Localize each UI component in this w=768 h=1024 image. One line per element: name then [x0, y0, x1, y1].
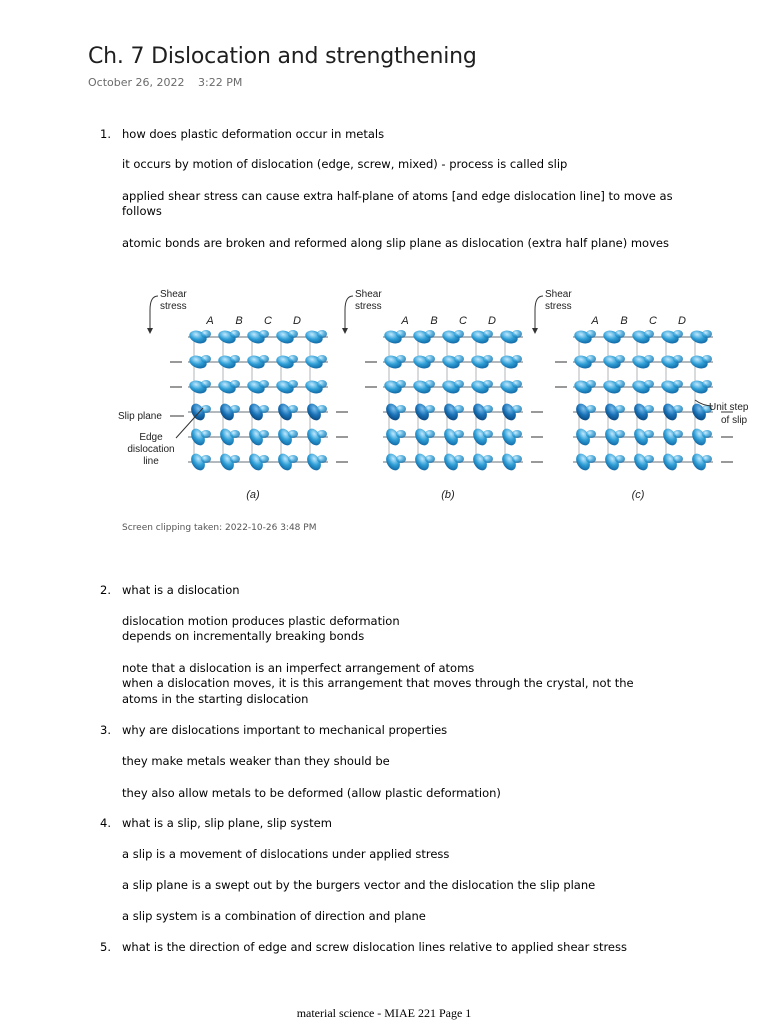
- atom-tail: [702, 380, 712, 388]
- lattice-panel: [147, 289, 348, 501]
- item-number: 1.: [100, 127, 111, 141]
- column-label: C: [459, 315, 467, 327]
- atom-tail: [454, 355, 464, 363]
- atom-tail: [396, 355, 406, 363]
- atom-tail: [230, 455, 240, 463]
- panel-caption: (c): [631, 489, 645, 501]
- column-label: B: [235, 315, 243, 327]
- atom-tail: [644, 405, 654, 413]
- atom-tail: [673, 380, 683, 388]
- column-label: D: [293, 315, 301, 327]
- note-text: follows: [122, 204, 162, 218]
- atom-tail: [454, 430, 464, 438]
- atom-tail: [673, 430, 683, 438]
- column-label: C: [649, 315, 657, 327]
- atom-tail: [230, 405, 240, 413]
- shear-label: Shear: [545, 289, 572, 300]
- shear-arrow: [535, 296, 543, 332]
- atom-tail: [483, 405, 493, 413]
- atom-tail: [288, 380, 298, 388]
- atom-tail: [454, 380, 464, 388]
- note-text: it occurs by motion of dislocation (edge, screw, mixed) - process is called slip: [122, 157, 568, 171]
- atom-tail: [230, 330, 240, 338]
- atom-tail: [396, 405, 406, 413]
- item-number: 2.: [100, 583, 111, 597]
- atom-tail: [615, 430, 625, 438]
- atom-tail: [288, 430, 298, 438]
- column-label: D: [678, 315, 686, 327]
- atom-tail: [615, 380, 625, 388]
- edge-dislocation-label: Edge: [139, 432, 163, 443]
- atom-tail: [483, 455, 493, 463]
- atom-tail: [483, 330, 493, 338]
- atom-tail: [512, 380, 522, 388]
- shear-label: Shear: [160, 289, 187, 300]
- atom-tail: [586, 405, 596, 413]
- shear-label: stress: [355, 301, 382, 312]
- atom-tail: [512, 405, 522, 413]
- atom-tail: [702, 430, 712, 438]
- column-label: D: [488, 315, 496, 327]
- atom-tail: [483, 380, 493, 388]
- atom-tail: [317, 380, 327, 388]
- slip-diagram: [118, 280, 749, 510]
- unit-step-label: Unit step: [709, 402, 749, 413]
- column-label: B: [430, 315, 438, 327]
- note-text: they make metals weaker than they should be: [122, 754, 390, 768]
- atom-tail: [425, 455, 435, 463]
- atom-tail: [425, 330, 435, 338]
- note-text: dislocation motion produces plastic deformation: [122, 614, 400, 628]
- atom-tail: [259, 380, 269, 388]
- note-text: note that a dislocation is an imperfect arrangement of atoms: [122, 661, 475, 675]
- atom-tail: [483, 430, 493, 438]
- atom-tail: [396, 455, 406, 463]
- edge-dislocation-label: line: [143, 456, 159, 467]
- atom-tail: [512, 330, 522, 338]
- atom-tail: [288, 355, 298, 363]
- page-title: Ch. 7 Dislocation and strengthening: [88, 44, 477, 69]
- shear-label: stress: [545, 301, 572, 312]
- page-time: 3:22 PM: [198, 76, 243, 89]
- atom-tail: [673, 455, 683, 463]
- atom-tail: [615, 330, 625, 338]
- atom-tail: [288, 405, 298, 413]
- note-text: atomic bonds are broken and reformed along slip plane as dislocation (extra half plane) moves: [122, 236, 669, 250]
- panel-caption: (b): [441, 489, 455, 501]
- atom-tail: [425, 405, 435, 413]
- atom-tail: [259, 430, 269, 438]
- arrow-head: [147, 328, 153, 334]
- atom-tail: [644, 330, 654, 338]
- atom-tail: [201, 455, 211, 463]
- atom-tail: [317, 405, 327, 413]
- atom-tail: [512, 455, 522, 463]
- shear-label: Shear: [355, 289, 382, 300]
- unit-step-label: of slip: [721, 415, 748, 426]
- atom-tail: [317, 430, 327, 438]
- atom-tail: [259, 355, 269, 363]
- clipping-caption: Screen clipping taken: 2022-10-26 3:48 PM: [122, 523, 317, 533]
- atom-tail: [396, 380, 406, 388]
- lattice-panel: [532, 289, 733, 501]
- atom-tail: [615, 355, 625, 363]
- atom-tail: [317, 355, 327, 363]
- atom-tail: [673, 355, 683, 363]
- column-label: B: [620, 315, 628, 327]
- note-text: applied shear stress can cause extra half-plane of atoms [and edge dislocation line] to move as: [122, 189, 673, 203]
- atom-tail: [454, 405, 464, 413]
- page-date: October 26, 2022: [88, 76, 185, 89]
- question-5: what is the direction of edge and screw dislocation lines relative to applied shear stress: [122, 940, 627, 954]
- atom-tail: [454, 330, 464, 338]
- atom-tail: [201, 430, 211, 438]
- atom-tail: [230, 430, 240, 438]
- atom-tail: [201, 380, 211, 388]
- arrow-head: [532, 328, 538, 334]
- column-label: C: [264, 315, 272, 327]
- arrow-head: [342, 328, 348, 334]
- atom-tail: [702, 330, 712, 338]
- question-3: why are dislocations important to mechanical properties: [122, 723, 448, 737]
- atom-tail: [512, 430, 522, 438]
- slip-plane-label: Slip plane: [118, 411, 162, 422]
- atom-tail: [259, 455, 269, 463]
- column-label: A: [401, 315, 409, 327]
- note-text: atoms in the starting dislocation: [122, 692, 309, 706]
- atom-tail: [586, 455, 596, 463]
- atom-tail: [288, 455, 298, 463]
- atom-tail: [586, 330, 596, 338]
- atom-tail: [644, 455, 654, 463]
- column-label: A: [591, 315, 599, 327]
- atom-tail: [702, 455, 712, 463]
- atom-tail: [396, 330, 406, 338]
- question-1: how does plastic deformation occur in metals: [122, 127, 385, 141]
- note-text: a slip plane is a swept out by the burgers vector and the dislocation the slip plane: [122, 878, 596, 892]
- item-number: 3.: [100, 723, 111, 737]
- lattice-panel: [342, 289, 543, 501]
- atom-tail: [454, 455, 464, 463]
- atom-tail: [644, 380, 654, 388]
- atom-tail: [512, 355, 522, 363]
- question-2: what is a dislocation: [122, 583, 240, 597]
- note-text: they also allow metals to be deformed (allow plastic deformation): [122, 786, 501, 800]
- item-number: 5.: [100, 940, 111, 954]
- atom-tail: [201, 330, 211, 338]
- atom-tail: [673, 405, 683, 413]
- atom-tail: [615, 455, 625, 463]
- atom-tail: [259, 330, 269, 338]
- atom-tail: [396, 430, 406, 438]
- atom-tail: [702, 355, 712, 363]
- atom-tail: [586, 430, 596, 438]
- edge-dislocation-label: dislocation: [127, 444, 175, 455]
- shear-label: stress: [160, 301, 187, 312]
- atom-tail: [317, 455, 327, 463]
- atom-tail: [644, 355, 654, 363]
- note-text: a slip is a movement of dislocations under applied stress: [122, 847, 450, 861]
- item-number: 4.: [100, 816, 111, 830]
- atom-tail: [586, 355, 596, 363]
- atom-tail: [615, 405, 625, 413]
- atom-tail: [317, 330, 327, 338]
- atom-tail: [673, 330, 683, 338]
- atom-tail: [644, 430, 654, 438]
- atom-tail: [425, 355, 435, 363]
- panel-caption: (a): [246, 489, 260, 501]
- atom-tail: [259, 405, 269, 413]
- shear-arrow: [150, 296, 158, 332]
- note-text: when a dislocation moves, it is this arrangement that moves through the crystal, not the: [122, 676, 634, 690]
- column-label: A: [206, 315, 214, 327]
- atom-tail: [230, 355, 240, 363]
- atom-tail: [288, 330, 298, 338]
- atom-tail: [586, 380, 596, 388]
- note-text: a slip system is a combination of direction and plane: [122, 909, 426, 923]
- atom-tail: [425, 430, 435, 438]
- page-footer: material science - MIAE 221 Page 1: [296, 1006, 472, 1020]
- question-4: what is a slip, slip plane, slip system: [122, 816, 332, 830]
- atom-tail: [201, 355, 211, 363]
- atom-tail: [425, 380, 435, 388]
- note-text: depends on incrementally breaking bonds: [122, 629, 365, 643]
- atom-tail: [483, 355, 493, 363]
- atom-tail: [230, 380, 240, 388]
- shear-arrow: [345, 296, 353, 332]
- dislocation-figure: [118, 280, 749, 515]
